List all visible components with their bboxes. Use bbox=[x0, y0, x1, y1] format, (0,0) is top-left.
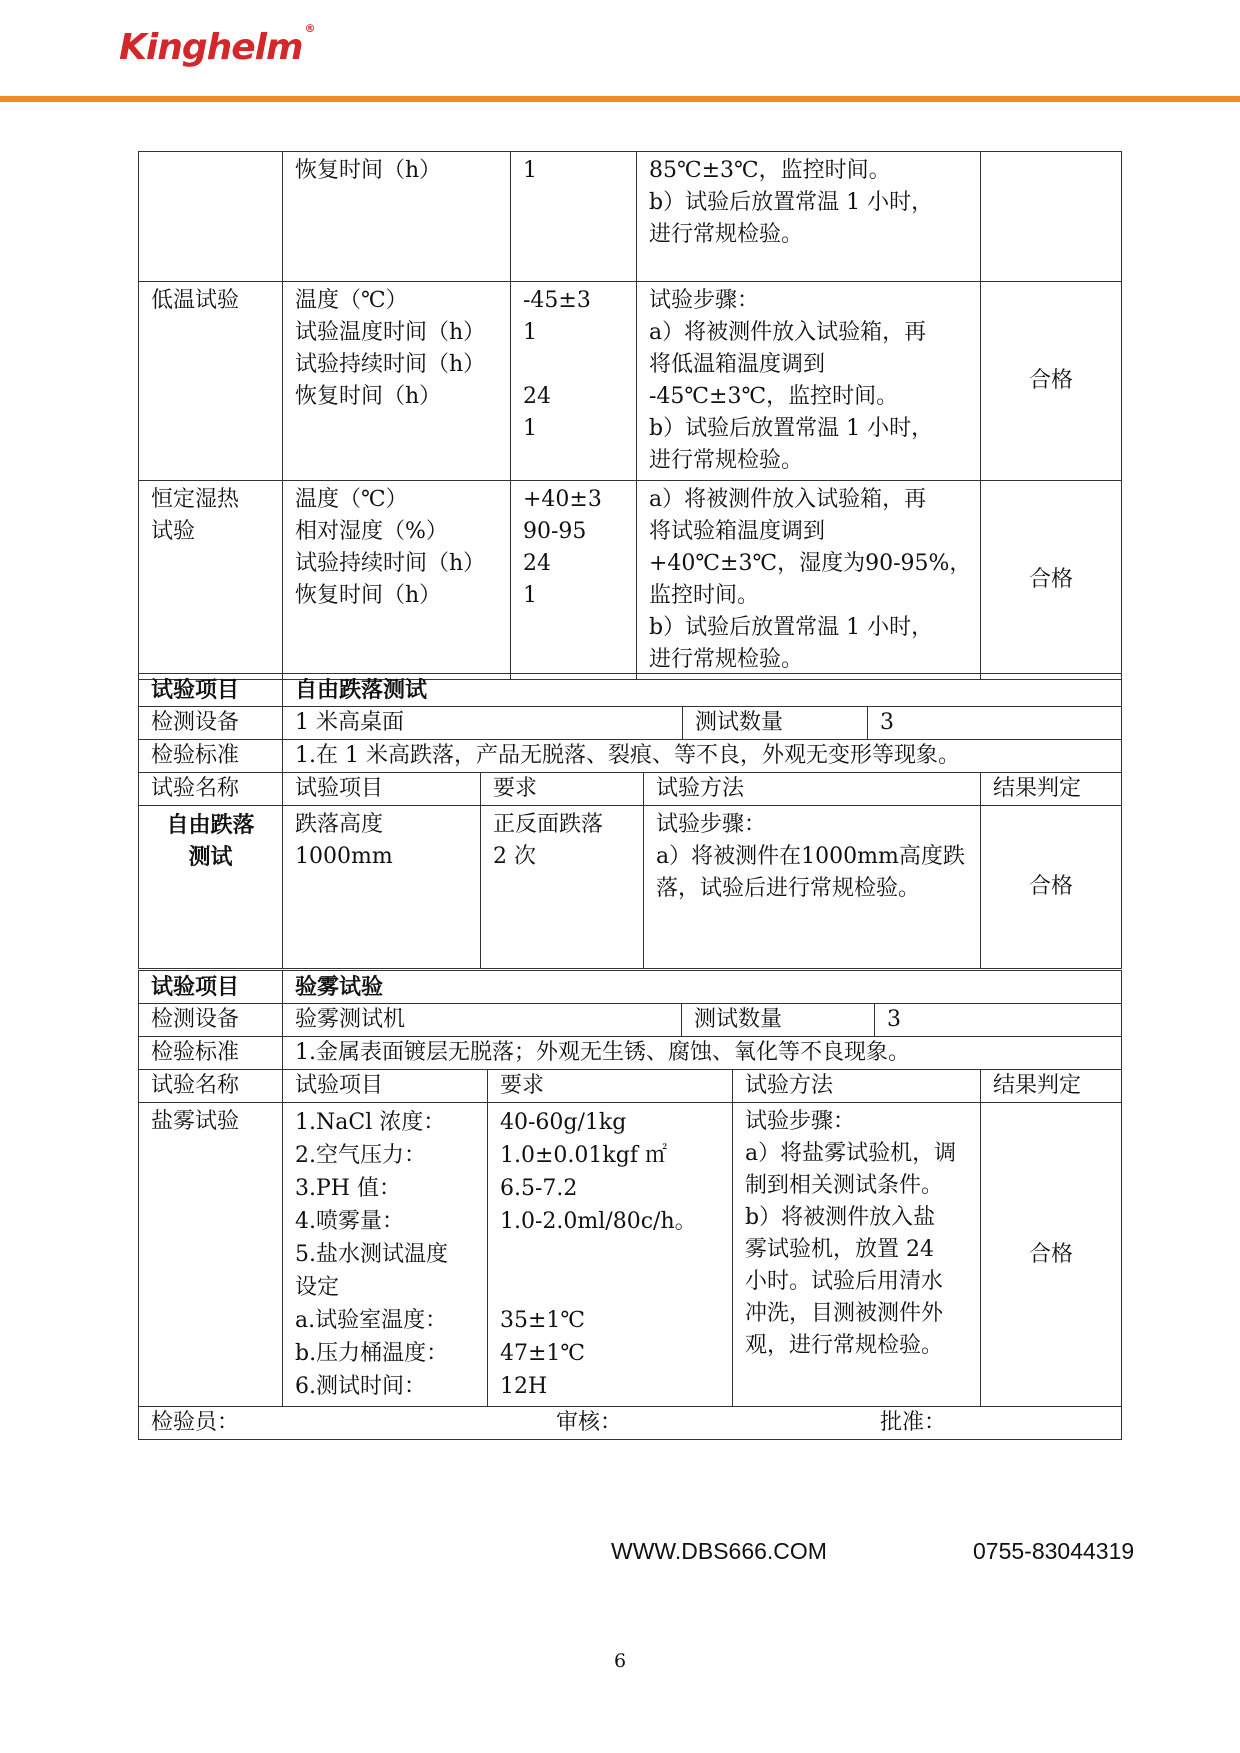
humid-method: a）将被测件放入试验箱，再 将试验箱温度调到 +40℃±3℃，湿度为90-95%， 监控时间。 b）试验后放置常温 1 小时， 进行常规检验。 bbox=[637, 481, 981, 680]
table-row bbox=[139, 1004, 1122, 1037]
low-temp-method: 试验步骤： a）将被测件放入试验箱，再 将低温箱温度调到 -45℃±3℃，监控时间。 b）试验后放置常温 1 小时， 进行常规检验。 bbox=[637, 282, 981, 481]
drop-item-value: 自由跌落测试 bbox=[283, 674, 1122, 707]
salt-header-item: 试验项目 bbox=[283, 1070, 488, 1103]
humid-name: 恒定湿热 试验 bbox=[139, 481, 283, 680]
drop-equip-row bbox=[283, 707, 1122, 740]
salt-item-value: 验雾试验 bbox=[283, 971, 1122, 1004]
table-row bbox=[139, 971, 1122, 1004]
low-temp-result: 合格 bbox=[981, 282, 1122, 481]
salt-header-name: 试验名称 bbox=[139, 1070, 283, 1103]
drop-header-result: 结果判定 bbox=[981, 773, 1122, 806]
drop-req: 正反面跌落 2 次 bbox=[481, 806, 644, 969]
drop-result: 合格 bbox=[981, 806, 1122, 969]
humid-params: 温度（℃） 相对湿度（%） 试验持续时间（h） 恢复时间（h） bbox=[283, 481, 511, 680]
environment-test-table bbox=[138, 151, 1122, 680]
header-divider bbox=[0, 96, 1240, 102]
recovery-time-param: 恢复时间（h） bbox=[283, 152, 511, 282]
salt-name: 盐雾试验 bbox=[139, 1103, 283, 1407]
page-number: 6 bbox=[613, 1650, 627, 1672]
reviewer-label: 审核： bbox=[556, 1410, 623, 1435]
drop-qty-value: 3 bbox=[880, 710, 894, 735]
low-temp-values: -45±3 1 24 1 bbox=[511, 282, 637, 481]
table-row bbox=[139, 1103, 1122, 1407]
recovery-time-value: 1 bbox=[511, 152, 637, 282]
empty-cell bbox=[139, 152, 283, 282]
drop-param: 跌落高度 1000mm bbox=[283, 806, 481, 969]
salt-spray-table bbox=[138, 970, 1122, 1440]
drop-header-method: 试验方法 bbox=[644, 773, 981, 806]
table-row bbox=[139, 1037, 1122, 1070]
drop-name: 自由跌落 测试 bbox=[139, 806, 283, 969]
table-row bbox=[139, 674, 1122, 707]
humid-result: 合格 bbox=[981, 481, 1122, 680]
drop-equip-value: 1 米高桌面 bbox=[283, 707, 683, 739]
salt-method: 试验步骤： a）将盐雾试验机，调 制到相关测试条件。 b）将被测件放入盐 雾试验机，放置 24 小时。试验后用清水 冲洗，目测被测件外 观，进行常规检验。 bbox=[733, 1103, 981, 1407]
drop-method: 试验步骤： a）将被测件在1000mm高度跌 落，试验后进行常规检验。 bbox=[644, 806, 981, 969]
table-row bbox=[139, 282, 1122, 481]
salt-qty-label: 测试数量 bbox=[682, 1004, 875, 1036]
salt-params: 1.NaCl 浓度： 2.空气压力： 3.PH 值： 4.喷雾量： 5.盐水测试温度 设定 a.试验室温度： b.压力桶温度： 6.测试时间： bbox=[283, 1103, 488, 1407]
inspector-label: 检验员： bbox=[151, 1410, 240, 1435]
drop-std-label: 检验标准 bbox=[139, 740, 283, 773]
salt-header-result: 结果判定 bbox=[981, 1070, 1122, 1103]
table-row bbox=[139, 1407, 1122, 1440]
table-row bbox=[139, 152, 1122, 282]
salt-equip-row bbox=[283, 1004, 1122, 1037]
salt-std-label: 检验标准 bbox=[139, 1037, 283, 1070]
signature-row bbox=[139, 1407, 1122, 1440]
table-row bbox=[139, 740, 1122, 773]
empty-cell bbox=[981, 152, 1122, 282]
drop-test-table bbox=[138, 673, 1122, 969]
drop-qty-label: 测试数量 bbox=[683, 707, 868, 739]
table-row bbox=[139, 1070, 1122, 1103]
salt-values: 40-60g/1kg 1.0±0.01kgf ㎡ 6.5-7.2 1.0-2.0ml/80c/h。 35±1℃ 47±1℃ 12H bbox=[488, 1103, 733, 1407]
drop-item-label: 试验项目 bbox=[139, 674, 283, 707]
kinghelm-logo: Kinghelm ® bbox=[119, 22, 315, 68]
salt-header-method: 试验方法 bbox=[733, 1070, 981, 1103]
table-row bbox=[139, 806, 1122, 969]
table-row bbox=[139, 707, 1122, 740]
high-temp-method: 85℃±3℃，监控时间。 b）试验后放置常温 1 小时， 进行常规检验。 bbox=[637, 152, 981, 282]
salt-equip-label: 检测设备 bbox=[139, 1004, 283, 1037]
salt-header-req: 要求 bbox=[488, 1070, 733, 1103]
salt-equip-value: 验雾测试机 bbox=[283, 1004, 682, 1036]
drop-std-value: 1.在 1 米高跌落，产品无脱落、裂痕、等不良，外观无变形等现象。 bbox=[283, 740, 1122, 773]
salt-result: 合格 bbox=[981, 1103, 1122, 1407]
drop-header-req: 要求 bbox=[481, 773, 644, 806]
footer-website: WWW.DBS666.COM bbox=[611, 1538, 827, 1564]
footer-phone: 0755-83044319 bbox=[973, 1538, 1135, 1564]
humid-values: +40±3 90-95 24 1 bbox=[511, 481, 637, 680]
drop-header-item: 试验项目 bbox=[283, 773, 481, 806]
drop-equip-label: 检测设备 bbox=[139, 707, 283, 740]
approver-label: 批准： bbox=[880, 1410, 947, 1435]
drop-header-name: 试验名称 bbox=[139, 773, 283, 806]
low-temp-params: 温度（℃） 试验温度时间（h） 试验持续时间（h） 恢复时间（h） bbox=[283, 282, 511, 481]
salt-std-value: 1.金属表面镀层无脱落；外观无生锈、腐蚀、氧化等不良现象。 bbox=[283, 1037, 1122, 1070]
table-row bbox=[139, 773, 1122, 806]
table-row bbox=[139, 481, 1122, 680]
salt-qty-value: 3 bbox=[887, 1007, 901, 1032]
salt-item-label: 试验项目 bbox=[139, 971, 283, 1004]
low-temp-name: 低温试验 bbox=[139, 282, 283, 481]
